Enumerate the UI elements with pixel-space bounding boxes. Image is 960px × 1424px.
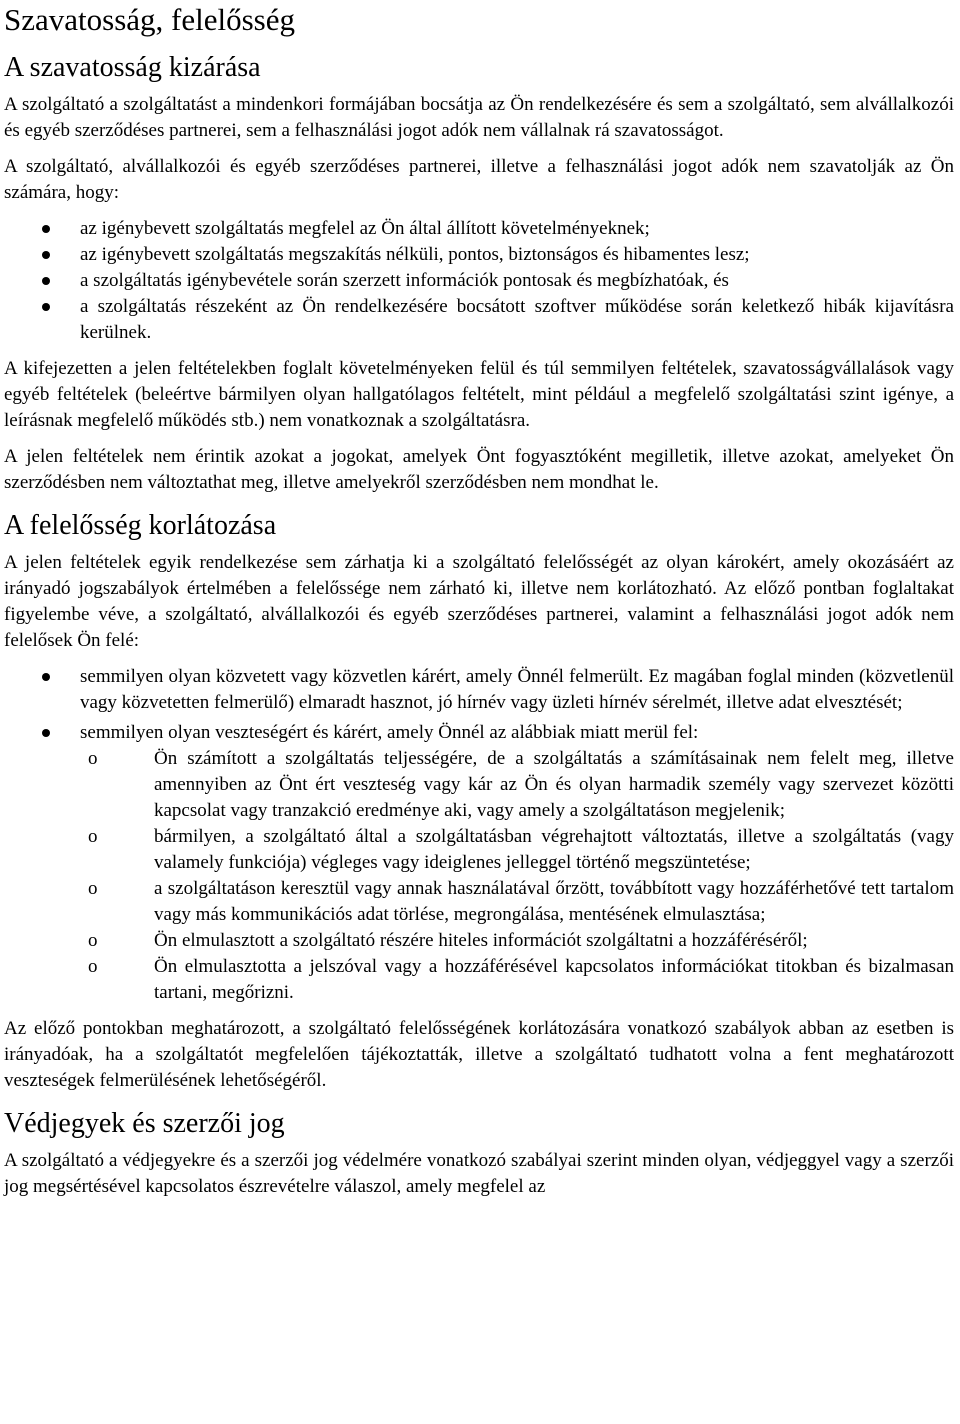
paragraph: A szolgáltató a védjegyekre és a szerzői jog védelmére vonatkozó szabályai szerint minden olyan, védjeggyel vagy a szerzői jog megsértésével kapcsolatos észrevételre válaszol, amely megfelel az [4,1150,954,1197]
bullet-icon [42,251,50,259]
circle-bullet-icon: o [88,930,98,951]
circle-bullet-icon: o [88,826,98,847]
paragraph: A kifejezetten a jelen feltételekben foglalt követelményeken felül és túl semmilyen feltételek, szavatosságvállalások vagy egyéb feltételek (beleértve bármilyen olyan hallgatólagos feltételt, mint például a megfelelő szolgáltatási szint igénye, a leírásnak megfelelő működés stb.) nem vonatkoznak a szolgáltatásra. [4,358,954,431]
circle-bullet-icon: o [88,878,98,899]
list-item: a szolgáltatás részeként az Ön rendelkezésére bocsátott szoftver működése során keletkező hibák kijavításra kerülnek. [4,294,954,346]
circle-bullet-icon: o [88,748,98,769]
paragraph: A jelen feltételek egyik rendelkezése sem zárhatja ki a szolgáltató felelősségét az olyan károkért, amely okozásáért az irányadó jogszabályok értelmében a felelőssége nem zárható ki, illetve nem korlátozható. Az előző pontban foglaltakat figyelembe véve, a szolgáltató, alvállalkozói és egyéb szerződéses partnerei, valamint a felhasználási jogot adók nem felelősek Ön felé: [4,552,954,651]
list-item: semmilyen olyan közvetett vagy közvetlen kárért, amely Önnél felmerült. Ez magában foglal minden (közvetlenül vagy közvetetten felmerülő) elmaradt hasznot, jó hírnév vagy üzleti hírnév sérelmét, illetve adat elvesztését; [4,664,954,716]
section-heading-warranty: A szavatosság kizárása [4,52,261,83]
section-heading-trademarks: Védjegyek és szerzői jog [4,1108,285,1139]
sub-list [80,746,954,1006]
circle-bullet-icon: o [88,956,98,977]
bullet-list [4,216,954,346]
bullet-list [4,664,954,1006]
list-item: az igénybevett szolgáltatás megfelel az Ön által állított követelményeknek; [4,216,954,242]
page-title: Szavatosság, felelősség [4,2,295,37]
bullet-icon [42,673,50,681]
list-item: a szolgáltatás igénybevétele során szerzett információk pontosak és megbízhatóak, és [4,268,954,294]
sub-list-item: o a szolgáltatáson keresztül vagy annak használatával őrzött, továbbított vagy hozzáférhetővé tett tartalom vagy más kommunikációs adat törlése, megrongálása, mentésének elmulasztása; [88,878,954,925]
sub-list-item: o Ön számított a szolgáltatás teljességére, de a szolgáltatás a számításainak nem felelt meg, illetve amennyiben az Önt ért veszteség vagy kár az Ön és olyan harmadik személy vagy szervezet közötti kapcsolat vagy tranzakció eredménye aki, vagy amely a szolgáltatáson megjelenik; [88,748,954,821]
sub-list-item: o bármilyen, a szolgáltató által a szolgáltatásban végrehajtott változtatás, illetve a szolgáltatás (vagy valamely funkciója) végleges vagy ideiglenes jelleggel történő megszüntetése; [88,826,954,873]
bullet-icon [42,303,50,311]
paragraph: A jelen feltételek nem érintik azokat a jogokat, amelyek Önt fogyasztóként megilletik, illetve azokat, amelyeket Ön szerződésben nem változtathat meg, illetve amelyekről szerződésben nem mondhat le. [4,446,954,493]
sub-list-item: o Ön elmulasztotta a jelszóval vagy a hozzáférésével kapcsolatos információkat titokban és bizalmasan tartani, megőrizni. [88,956,954,1003]
paragraph: Az előző pontokban meghatározott, a szolgáltató felelősségének korlátozására vonatkozó szabályok abban az esetben is irányadóak, ha a szolgáltatót megfelelően tájékoztatták, illetve a szolgáltató tudhatott volna a fent meghatározott veszteségek felmerülésének lehetőségéről. [4,1018,954,1091]
paragraph: A szolgáltató a szolgáltatást a mindenkori formájában bocsátja az Ön rendelkezésére és sem a szolgáltató, sem alvállalkozói és egyéb szerződéses partnerei, sem a felhasználási jogot adók nem vállalnak rá szavatosságot. [4,94,954,141]
bullet-icon [42,277,50,285]
bullet-icon [42,225,50,233]
list-item: semmilyen olyan veszteségért és kárért, amely Önnél az alábbiak miatt merül fel: o Ön számított a szolgáltatás teljességére, de a szolgáltatás a számításainak nem felelt meg, illetve amennyiben az Önt ért veszteség vagy kár az Ön és olyan harmadik személy vagy szervezet közötti kapcsolat vagy tranzakció eredménye aki, vagy amely a szolgáltatáson megjelenik; o bármilyen, a szolgáltató által a szolgáltatásban végrehajtott változtatás, illetve a szolgáltatás (vagy valamely funkciója) végleges vagy ideiglenes jelleggel történő megszüntetése; o a szolgáltatáson keresztül vagy annak használatával őrzött, továbbított vagy hozzáférhetővé tett tartalom vagy más kommunikációs adat törlése, megrongálása, mentésének elmulasztása; o Ön elmulasztott a szolgáltató részére hiteles információt szolgáltatni a hozzáféréséről; o Ön elmulasztotta a jelszóval vagy a hozzáférésével kapcsolatos információkat titokban és bizalmasan tartani, megőrizni. [4,720,954,1006]
section-heading-liability: A felelősség korlátozása [4,510,277,541]
list-item: az igénybevett szolgáltatás megszakítás nélküli, pontos, biztonságos és hibamentes lesz; [4,242,954,268]
paragraph: A szolgáltató, alvállalkozói és egyéb szerződéses partnerei, illetve a felhasználási jogot adók nem szavatolják az Ön számára, hogy: [4,156,954,203]
bullet-icon [42,729,50,737]
sub-list-item: o Ön elmulasztott a szolgáltató részére hiteles információt szolgáltatni a hozzáféréséről; [80,928,954,954]
